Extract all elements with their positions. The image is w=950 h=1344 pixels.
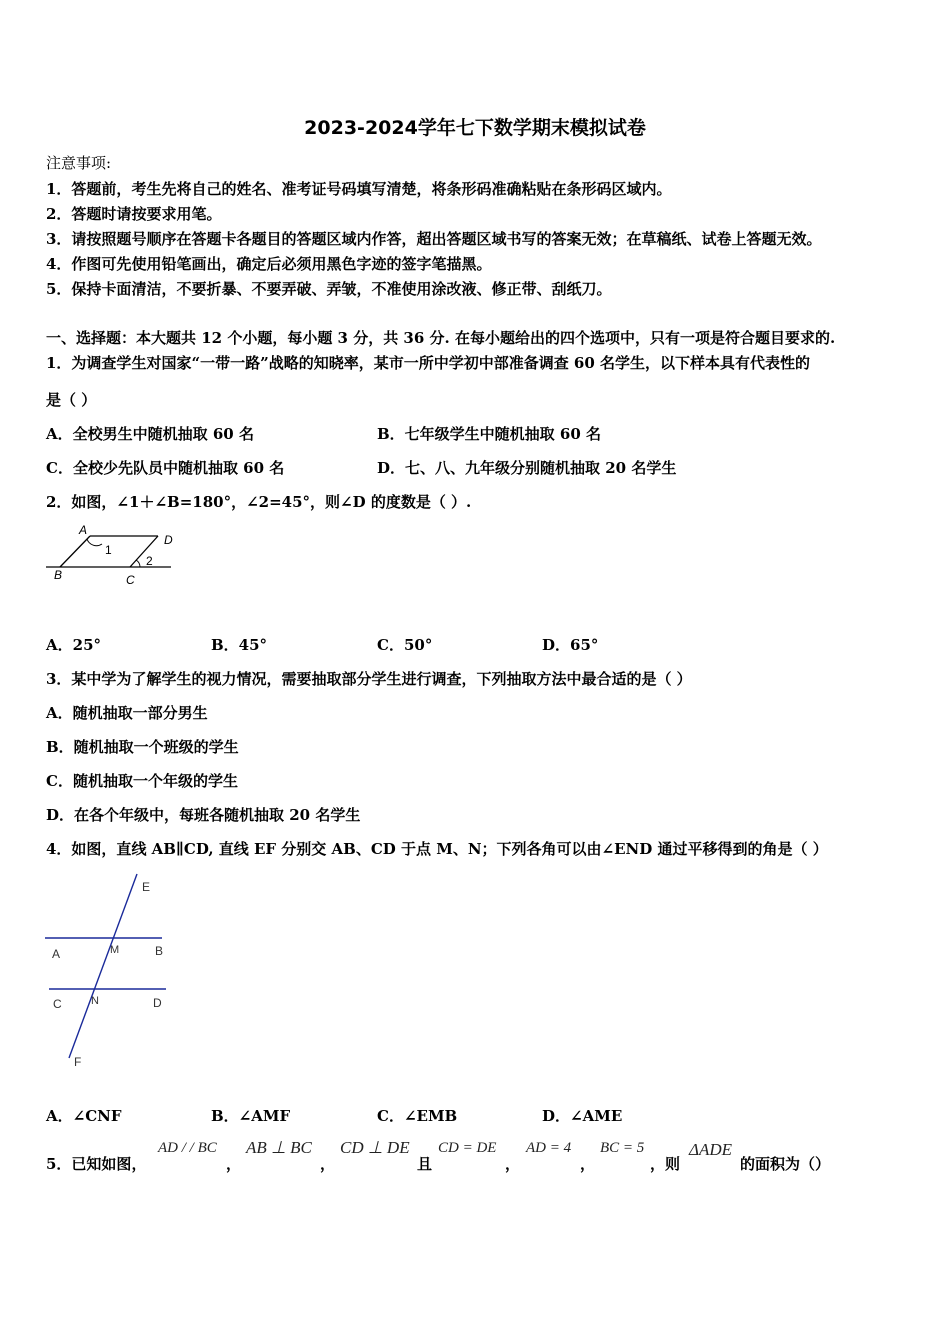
q1-option-b: B．七年级学生中随机抽取 60 名	[377, 425, 601, 443]
angle-2-label: 2	[146, 554, 153, 568]
q5-and: 且	[417, 1155, 433, 1173]
q2-option-b: B．45°	[211, 636, 268, 654]
page-title: 2023-2024学年七下数学期末模拟试卷	[304, 117, 646, 139]
q4-option-d: D．∠AME	[542, 1107, 623, 1125]
q1-option-d: D．七、八、九年级分别随机抽取 20 名学生	[377, 459, 677, 477]
notice-item: 2．答题时请按要求用笔。	[46, 205, 222, 223]
notice-heading: 注意事项:	[46, 154, 112, 172]
q3-option-c: C．随机抽取一个年级的学生	[46, 772, 238, 790]
q5-condition-3: CD ⊥ DE	[340, 1138, 410, 1157]
q5-condition-6: BC = 5	[600, 1140, 645, 1156]
q5-separator: ，	[226, 1155, 242, 1173]
label-a: A	[79, 523, 88, 537]
q1-option-c: C．全校少先队员中随机抽取 60 名	[46, 459, 285, 477]
q3-option-d: D．在各个年级中，每班各随机抽取 20 名学生	[46, 806, 361, 824]
q1-option-a: A．全校男生中随机抽取 60 名	[46, 425, 254, 443]
label-n: N	[91, 995, 99, 1007]
q5-condition-2: AB ⊥ BC	[246, 1138, 312, 1157]
label-m: M	[110, 944, 120, 956]
q3-option-b: B．随机抽取一个班级的学生	[46, 738, 239, 756]
question-1-stem-cont: 是（ ）	[46, 391, 97, 409]
q2-option-d: D．65°	[542, 636, 599, 654]
notice-item: 5．保持卡面清洁，不要折暴、不要弄破、弄皱，不准使用涂改液、修正带、刮纸刀。	[46, 280, 612, 298]
label-d: D	[164, 533, 173, 547]
q4-option-a: A．∠CNF	[46, 1107, 122, 1125]
label-c: C	[53, 997, 62, 1011]
notice-item: 1．答题前，考生先将自己的姓名、准考证号码填写清楚，将条形码准确粘贴在条形码区域内。	[46, 180, 672, 198]
q2-option-c: C．50°	[377, 636, 433, 654]
question-3-stem: 3．某中学为了解学生的视力情况，需要抽取部分学生进行调查，下列抽取方法中最合适的是（ ）	[46, 670, 692, 688]
q3-option-a: A．随机抽取一部分男生	[46, 704, 208, 722]
question-5-prefix: 5．已知如图，	[46, 1155, 147, 1173]
question-4-stem: 4．如图，直线 AB∥CD, 直线 EF 分别交 AB、CD 于点 M、N；下列各角可以由∠END 通过平移得到的角是（ ）	[46, 840, 828, 858]
label-c: C	[126, 573, 135, 587]
angle-1-label: 1	[105, 543, 112, 557]
q2-figure	[46, 518, 186, 590]
q5-then: ，则	[650, 1155, 681, 1173]
label-f: F	[74, 1055, 82, 1069]
q5-separator: ，	[580, 1155, 596, 1173]
label-b: B	[54, 568, 63, 582]
question-2-stem: 2．如图，∠1＋∠B=180°，∠2=45°，则∠D 的度数是（ ）.	[46, 493, 472, 511]
notice-item: 4．作图可先使用铅笔画出，确定后必须用黑色字迹的签字笔描黑。	[46, 255, 492, 273]
q5-separator: ，	[505, 1155, 521, 1173]
section-heading: 一、选择题：本大题共 12 个小题，每小题 3 分，共 36 分. 在每小题给出的四个选项中，只有一项是符合题目要求的.	[46, 329, 836, 347]
q2-option-a: A．25°	[46, 636, 102, 654]
q5-condition-1: AD / / BC	[158, 1140, 217, 1156]
label-a: A	[52, 947, 61, 961]
q5-separator: ，	[320, 1155, 336, 1173]
q4-figure	[40, 870, 180, 1070]
q5-condition-4: CD = DE	[438, 1140, 497, 1156]
q5-condition-5: AD = 4	[526, 1140, 572, 1156]
label-e: E	[142, 880, 151, 894]
question-1-stem: 1．为调查学生对国家“一带一路”战略的知晓率，某市一所中学初中部准备调查 60 名学生，以下样本具有代表性的	[46, 354, 811, 372]
label-b: B	[155, 944, 164, 958]
notice-item: 3．请按照题号顺序在答题卡各题目的答题区域内作答，超出答题区域书写的答案无效；在草稿纸、试卷上答题无效。	[46, 230, 822, 248]
q5-triangle: ΔADE	[689, 1140, 733, 1159]
label-d: D	[153, 996, 162, 1010]
q4-option-c: C．∠EMB	[377, 1107, 458, 1125]
q5-suffix: 的面积为（）	[740, 1155, 831, 1173]
q4-option-b: B．∠AMF	[211, 1107, 291, 1125]
